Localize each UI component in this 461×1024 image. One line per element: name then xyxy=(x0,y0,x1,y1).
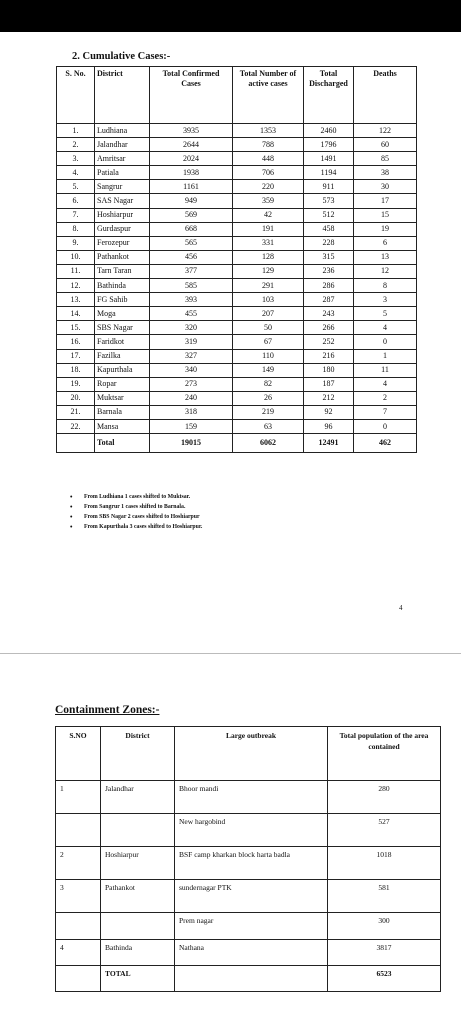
cell-discharged: 187 xyxy=(304,377,354,391)
cell-active: 129 xyxy=(233,264,304,278)
cell-deaths: 6 xyxy=(354,236,417,250)
cell-district: Muktsar xyxy=(95,391,150,405)
page-number: 4 xyxy=(399,604,403,612)
note-item xyxy=(70,512,202,522)
cell-district: Jalandhar xyxy=(95,138,150,152)
total-row xyxy=(57,434,417,453)
cell-sno: 15. xyxy=(57,321,95,335)
table-row xyxy=(57,208,417,222)
total-cell-population: 6523 xyxy=(328,966,441,992)
cell-district: Mansa xyxy=(95,419,150,433)
cell-discharged: 2460 xyxy=(304,124,354,138)
cell-confirmed: 949 xyxy=(150,194,233,208)
cell-active: 50 xyxy=(233,321,304,335)
cell-sno xyxy=(56,913,101,940)
total-cell-sno xyxy=(56,966,101,992)
cell-discharged: 243 xyxy=(304,307,354,321)
col-header-active: Total Number of active cases xyxy=(233,67,304,124)
col-header-confirmed: Total Confirmed Cases xyxy=(150,67,233,124)
cell-active: 149 xyxy=(233,363,304,377)
table-row xyxy=(57,335,417,349)
cell-outbreak: sundernagar PTK xyxy=(175,880,328,913)
cell-sno: 1. xyxy=(57,124,95,138)
cell-confirmed: 2644 xyxy=(150,138,233,152)
cell-district: SBS Nagar xyxy=(95,321,150,335)
cell-confirmed: 2024 xyxy=(150,152,233,166)
cell-confirmed: 340 xyxy=(150,363,233,377)
cell-active: 219 xyxy=(233,405,304,419)
total-cell-district: TOTAL xyxy=(101,966,175,992)
cell-sno: 19. xyxy=(57,377,95,391)
cell-active: 42 xyxy=(233,208,304,222)
cell-confirmed: 240 xyxy=(150,391,233,405)
cell-sno: 3 xyxy=(56,880,101,913)
col-header-outbreak: Large outbreak xyxy=(175,727,328,781)
cell-discharged: 236 xyxy=(304,264,354,278)
table-row xyxy=(56,913,441,940)
cell-outbreak: Bhoor mandi xyxy=(175,781,328,814)
table-row xyxy=(57,236,417,250)
col-header-sno: S.NO xyxy=(56,727,101,781)
cell-district xyxy=(101,814,175,847)
cell-discharged: 287 xyxy=(304,293,354,307)
cell-district: Gurdaspur xyxy=(95,222,150,236)
cell-sno: 2. xyxy=(57,138,95,152)
table-row xyxy=(57,180,417,194)
col-header-population: Total population of the area contained xyxy=(328,727,441,781)
table-row xyxy=(56,781,441,814)
cell-confirmed: 668 xyxy=(150,222,233,236)
cumulative-cases-title: 2. Cumulative Cases:- xyxy=(72,51,171,62)
cell-deaths: 0 xyxy=(354,419,417,433)
cell-confirmed: 273 xyxy=(150,377,233,391)
cell-discharged: 92 xyxy=(304,405,354,419)
cell-deaths: 15 xyxy=(354,208,417,222)
cell-active: 359 xyxy=(233,194,304,208)
cell-discharged: 216 xyxy=(304,349,354,363)
cell-population: 3817 xyxy=(328,940,441,966)
cell-confirmed: 393 xyxy=(150,293,233,307)
cell-deaths: 5 xyxy=(354,307,417,321)
table-row xyxy=(57,419,417,433)
cell-active: 191 xyxy=(233,222,304,236)
table-row xyxy=(56,814,441,847)
cell-discharged: 252 xyxy=(304,335,354,349)
cell-confirmed: 319 xyxy=(150,335,233,349)
note-item xyxy=(70,502,202,512)
cell-active: 110 xyxy=(233,349,304,363)
cell-sno: 2 xyxy=(56,847,101,880)
cell-sno: 3. xyxy=(57,152,95,166)
table-row xyxy=(57,349,417,363)
table-row xyxy=(57,391,417,405)
cell-district: Jalandhar xyxy=(101,781,175,814)
cell-district: Pathankot xyxy=(101,880,175,913)
table-row xyxy=(57,279,417,293)
cell-district: Fazilka xyxy=(95,349,150,363)
cell-active: 82 xyxy=(233,377,304,391)
cell-discharged: 266 xyxy=(304,321,354,335)
cell-active: 103 xyxy=(233,293,304,307)
table-row xyxy=(57,194,417,208)
table-row xyxy=(57,363,417,377)
cell-population: 581 xyxy=(328,880,441,913)
cell-deaths: 7 xyxy=(354,405,417,419)
cell-sno: 9. xyxy=(57,236,95,250)
table-row xyxy=(57,264,417,278)
total-cell-confirmed: 19015 xyxy=(150,434,233,453)
col-header-discharged: Total Discharged xyxy=(304,67,354,124)
cell-deaths: 38 xyxy=(354,166,417,180)
bullet-icon: • xyxy=(70,513,73,521)
cell-district: Pathankot xyxy=(95,250,150,264)
cell-confirmed: 1161 xyxy=(150,180,233,194)
col-header-sno: S. No. xyxy=(57,67,95,124)
cell-discharged: 1796 xyxy=(304,138,354,152)
note-text: From SBS Nagar 2 cases shifted to Hoshiarpur xyxy=(84,514,200,520)
cell-discharged: 573 xyxy=(304,194,354,208)
cell-confirmed: 320 xyxy=(150,321,233,335)
table-row xyxy=(57,124,417,138)
page-divider xyxy=(0,653,461,654)
containment-zones-title: Containment Zones:- xyxy=(55,704,160,716)
cell-deaths: 122 xyxy=(354,124,417,138)
note-item xyxy=(70,522,202,532)
cell-district: Hoshiarpur xyxy=(101,847,175,880)
cell-sno: 12. xyxy=(57,279,95,293)
cell-active: 67 xyxy=(233,335,304,349)
table-row xyxy=(56,847,441,880)
cell-confirmed: 569 xyxy=(150,208,233,222)
cell-district: Ropar xyxy=(95,377,150,391)
total-cell-deaths: 462 xyxy=(354,434,417,453)
table-row xyxy=(57,321,417,335)
table-header-row xyxy=(56,727,441,781)
table-row xyxy=(57,166,417,180)
table-row xyxy=(56,880,441,913)
table-row xyxy=(57,405,417,419)
cell-deaths: 3 xyxy=(354,293,417,307)
cell-sno: 7. xyxy=(57,208,95,222)
cell-district: Sangrur xyxy=(95,180,150,194)
cell-active: 291 xyxy=(233,279,304,293)
cell-sno: 10. xyxy=(57,250,95,264)
cell-district: Ferozepur xyxy=(95,236,150,250)
cell-sno: 13. xyxy=(57,293,95,307)
cell-confirmed: 159 xyxy=(150,419,233,433)
table-header-row xyxy=(57,67,417,124)
cell-district: Moga xyxy=(95,307,150,321)
bullet-icon: • xyxy=(70,523,73,531)
cell-population: 280 xyxy=(328,781,441,814)
cell-outbreak: Nathana xyxy=(175,940,328,966)
table-row xyxy=(57,250,417,264)
cell-district: Hoshiarpur xyxy=(95,208,150,222)
cell-discharged: 911 xyxy=(304,180,354,194)
cell-active: 788 xyxy=(233,138,304,152)
cell-district: Bathinda xyxy=(95,279,150,293)
cell-district: Patiala xyxy=(95,166,150,180)
cell-population: 300 xyxy=(328,913,441,940)
cumulative-cases-table xyxy=(56,66,417,453)
cell-sno xyxy=(56,814,101,847)
cell-district: Bathinda xyxy=(101,940,175,966)
cell-sno: 21. xyxy=(57,405,95,419)
cell-active: 63 xyxy=(233,419,304,433)
table-row xyxy=(57,222,417,236)
total-cell-outbreak xyxy=(175,966,328,992)
cell-deaths: 1 xyxy=(354,349,417,363)
total-cell-district: Total xyxy=(95,434,150,453)
cell-confirmed: 456 xyxy=(150,250,233,264)
cell-confirmed: 377 xyxy=(150,264,233,278)
cell-sno: 6. xyxy=(57,194,95,208)
cell-discharged: 1194 xyxy=(304,166,354,180)
cell-district xyxy=(101,913,175,940)
cell-sno: 5. xyxy=(57,180,95,194)
total-cell-discharged: 12491 xyxy=(304,434,354,453)
table-row xyxy=(57,293,417,307)
cell-population: 527 xyxy=(328,814,441,847)
cell-discharged: 512 xyxy=(304,208,354,222)
note-text: From Kapurthala 3 cases shifted to Hoshiarpur. xyxy=(84,524,203,530)
cell-deaths: 12 xyxy=(354,264,417,278)
cell-deaths: 11 xyxy=(354,363,417,377)
cell-discharged: 228 xyxy=(304,236,354,250)
cell-sno: 1 xyxy=(56,781,101,814)
cell-sno: 8. xyxy=(57,222,95,236)
cell-sno: 16. xyxy=(57,335,95,349)
cell-district: Faridkot xyxy=(95,335,150,349)
cell-sno: 17. xyxy=(57,349,95,363)
cell-active: 706 xyxy=(233,166,304,180)
cell-confirmed: 318 xyxy=(150,405,233,419)
cell-confirmed: 565 xyxy=(150,236,233,250)
bullet-icon: • xyxy=(70,493,73,501)
cell-district: Ludhiana xyxy=(95,124,150,138)
cell-deaths: 85 xyxy=(354,152,417,166)
col-header-district: District xyxy=(101,727,175,781)
table-row xyxy=(57,138,417,152)
cell-confirmed: 1938 xyxy=(150,166,233,180)
cell-confirmed: 327 xyxy=(150,349,233,363)
cell-deaths: 8 xyxy=(354,279,417,293)
cell-discharged: 286 xyxy=(304,279,354,293)
cell-discharged: 180 xyxy=(304,363,354,377)
cell-active: 331 xyxy=(233,236,304,250)
table-row xyxy=(56,940,441,966)
cell-sno: 14. xyxy=(57,307,95,321)
cell-sno: 11. xyxy=(57,264,95,278)
cell-outbreak: New hargobind xyxy=(175,814,328,847)
cell-active: 26 xyxy=(233,391,304,405)
cell-district: SAS Nagar xyxy=(95,194,150,208)
note-text: From Ludhiana 1 cases shifted to Muktsar. xyxy=(84,494,191,500)
cell-discharged: 315 xyxy=(304,250,354,264)
cell-active: 1353 xyxy=(233,124,304,138)
cell-active: 448 xyxy=(233,152,304,166)
bullet-icon: • xyxy=(70,503,73,511)
cell-sno: 20. xyxy=(57,391,95,405)
cell-outbreak: BSF camp kharkan block harta badla xyxy=(175,847,328,880)
cell-active: 128 xyxy=(233,250,304,264)
cell-deaths: 4 xyxy=(354,321,417,335)
cell-discharged: 458 xyxy=(304,222,354,236)
table-row xyxy=(57,377,417,391)
cell-deaths: 13 xyxy=(354,250,417,264)
cell-deaths: 19 xyxy=(354,222,417,236)
cell-active: 220 xyxy=(233,180,304,194)
cell-discharged: 212 xyxy=(304,391,354,405)
cell-deaths: 17 xyxy=(354,194,417,208)
cell-district: Barnala xyxy=(95,405,150,419)
cell-sno: 4. xyxy=(57,166,95,180)
shift-notes-list xyxy=(70,492,202,532)
cell-confirmed: 455 xyxy=(150,307,233,321)
cell-sno: 18. xyxy=(57,363,95,377)
cell-discharged: 1491 xyxy=(304,152,354,166)
table-row xyxy=(57,307,417,321)
cell-deaths: 4 xyxy=(354,377,417,391)
containment-zones-table xyxy=(55,726,441,992)
total-cell-active: 6062 xyxy=(233,434,304,453)
cell-population: 1018 xyxy=(328,847,441,880)
cell-district: Kapurthala xyxy=(95,363,150,377)
cell-deaths: 2 xyxy=(354,391,417,405)
cell-district: FG Sahib xyxy=(95,293,150,307)
cell-active: 207 xyxy=(233,307,304,321)
cell-outbreak: Prem nagar xyxy=(175,913,328,940)
cell-deaths: 0 xyxy=(354,335,417,349)
col-header-district: District xyxy=(95,67,150,124)
cell-confirmed: 585 xyxy=(150,279,233,293)
cell-district: Amritsar xyxy=(95,152,150,166)
cell-confirmed: 3935 xyxy=(150,124,233,138)
table-row xyxy=(57,152,417,166)
note-item xyxy=(70,492,202,502)
cell-discharged: 96 xyxy=(304,419,354,433)
top-black-bar xyxy=(0,0,461,32)
cell-district: Tarn Taran xyxy=(95,264,150,278)
note-text: From Sangrur 1 cases shifted to Barnala. xyxy=(84,504,186,510)
cell-sno: 22. xyxy=(57,419,95,433)
total-row xyxy=(56,966,441,992)
col-header-deaths: Deaths xyxy=(354,67,417,124)
cell-deaths: 60 xyxy=(354,138,417,152)
total-cell-sno xyxy=(57,434,95,453)
cell-deaths: 30 xyxy=(354,180,417,194)
cell-sno: 4 xyxy=(56,940,101,966)
